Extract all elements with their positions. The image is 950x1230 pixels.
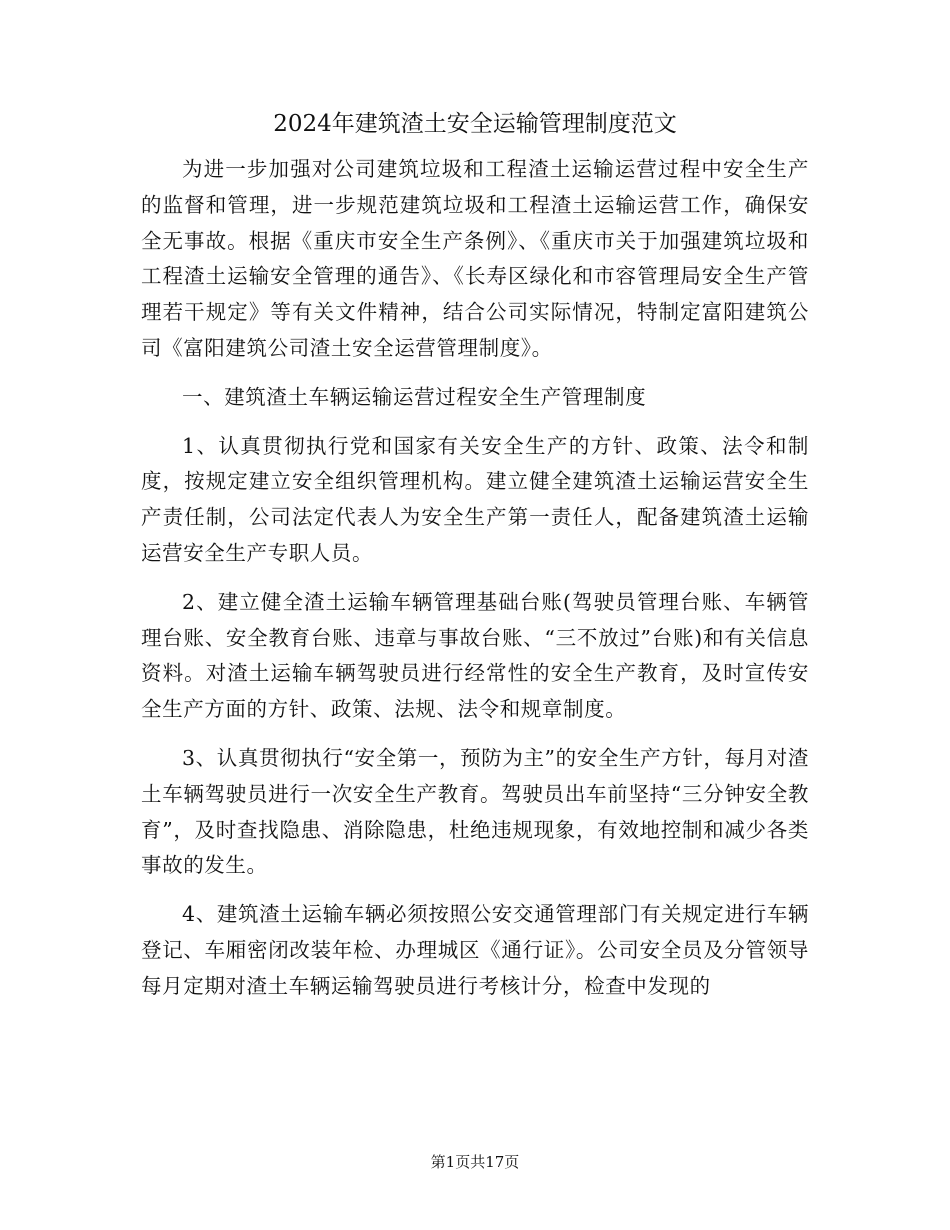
- list-item: 4、建筑渣土运输车辆必须按照公安交通管理部门有关规定进行车辆登记、车厢密闭改装年检、办理城区《通行证》。公司安全员及分管领导每月定期对渣土车辆运输驾驶员进行考核计分，检查中发现的: [141, 902, 809, 998]
- page-number: 第1页共17页: [430, 1153, 520, 1171]
- document-body: [141, 152, 809, 1018]
- list-item: 2、建立健全渣土运输车辆管理基础台账(驾驶员管理台账、车辆管理台账、安全教育台账、违章与事故台账、“三不放过”台账)和有关信息资料。对渣土运输车辆驾驶员进行经常性的安全生产教育，及时宣传安全生产方面的方针、政策、法规、法令和规章制度。: [141, 589, 809, 722]
- document-title: 2024年建筑渣土安全运输管理制度范文: [273, 111, 677, 137]
- list-item: 1、认真贯彻执行党和国家有关安全生产的方针、政策、法令和制度，按规定建立安全组织管理机构。建立健全建筑渣土运输运营安全生产责任制，公司法定代表人为安全生产第一责任人，配备建筑渣土运输运营安全生产专职人员。: [141, 433, 809, 565]
- intro-paragraph: 为进一步加强对公司建筑垃圾和工程渣土运输运营过程中安全生产的监督和管理，进一步规范建筑垃圾和工程渣土运输运营工作，确保安全无事故。根据《重庆市安全生产条例》、《重庆市关于加强建筑垃圾和工程渣土运输安全管理的通告》、《长寿区绿化和市容管理局安全生产管理若干规定》等有关文件精神，结合公司实际情况，特制定富阳建筑公司《富阳建筑公司渣土安全运营管理制度》。: [141, 157, 809, 360]
- section-heading: 一、建筑渣土车辆运输运营过程安全生产管理制度: [182, 384, 647, 409]
- list-item: 3、认真贯彻执行“安全第一，预防为主”的安全生产方针，每月对渣土车辆驾驶员进行一次安全生产教育。驾驶员出车前坚持“三分钟安全教育”，及时查找隐患、消除隐患，杜绝违规现象，有效地控制和减少各类事故的发生。: [141, 745, 809, 878]
